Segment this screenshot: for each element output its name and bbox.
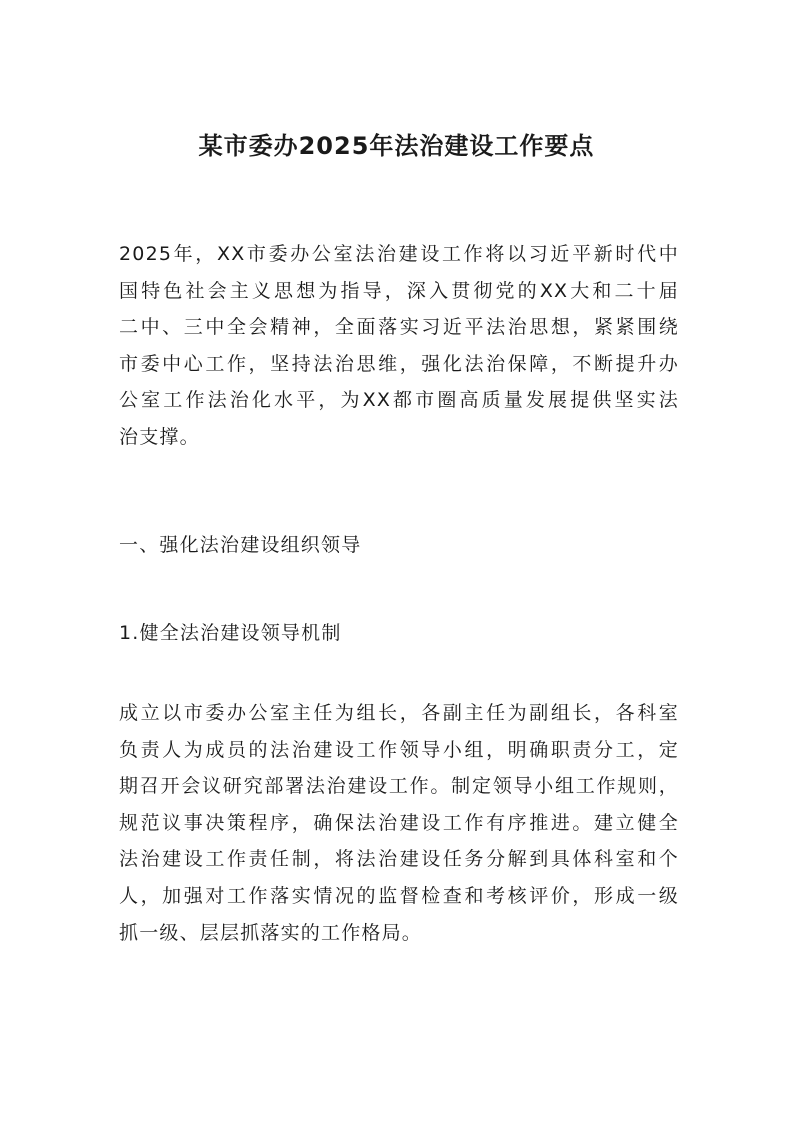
body-paragraph (119, 695, 679, 951)
section-heading: 一、强化法治建设组织领导 (119, 534, 362, 556)
document-title: 某市委办2025年法治建设工作要点 (198, 132, 595, 160)
paragraph-line: 治支撑。 (119, 425, 200, 448)
paragraph-line: 抓一级、层层抓落实的工作格局。 (119, 921, 423, 944)
intro-paragraph (119, 236, 679, 456)
paragraph-line: 市委中心工作，坚持法治思维，强化法治保障，不断提升办 (119, 352, 679, 375)
paragraph-line: 国特色社会主义思想为指导，深入贯彻党的XX大和二十届 (119, 279, 679, 302)
paragraph-line: 公室工作法治化水平，为XX都市圈高质量发展提供坚实法 (119, 389, 679, 412)
paragraph-line: 法治建设工作责任制，将法治建设任务分解到具体科室和个 (119, 848, 679, 871)
paragraph-line: 期召开会议研究部署法治建设工作。制定领导小组工作规则， (119, 775, 679, 798)
subsection-heading: 1.健全法治建设领导机制 (119, 622, 342, 644)
paragraph-line: 规范议事决策程序，确保法治建设工作有序推进。建立健全 (119, 811, 679, 834)
paragraph-line: 二中、三中全会精神，全面落实习近平法治思想，紧紧围绕 (119, 316, 679, 339)
paragraph-line: 2025年，XX市委办公室法治建设工作将以习近平新时代中 (119, 243, 679, 265)
paragraph-line: 人，加强对工作落实情况的监督检查和考核评价，形成一级 (119, 884, 679, 907)
paragraph-line: 负责人为成员的法治建设工作领导小组，明确职责分工，定 (119, 738, 679, 761)
paragraph-line: 成立以市委办公室主任为组长，各副主任为副组长，各科室 (119, 702, 679, 724)
